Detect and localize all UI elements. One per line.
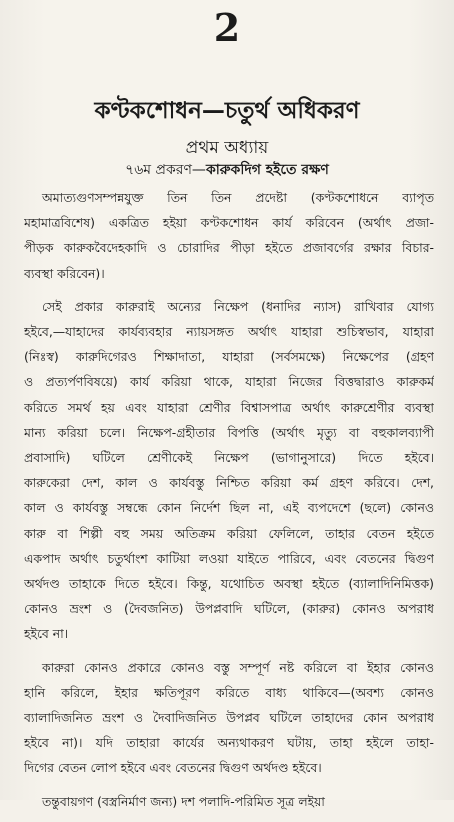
text-line: অমাত্যগুণসম্পন্নযুক্ত তিন তিন প্রদেষ্টা (কণ্টকশোধনে ব্যাপৃত — [42, 190, 434, 205]
text-line: প্রবাসাদি) ঘটিলে শ্রেণীকেই নিক্ষেপ (ভাগানুসারে) দিতে হইবে। — [24, 450, 434, 466]
text-line: হানি করিলে, ইহার ক্ষতিপূরণ করিতে বাধ্য থাকিবে—(অবশ্য কোনও — [24, 684, 434, 700]
text-line: দিগের বেতন লোপ হইবে এবং বেতনের দ্বিগুণ অর্থদণ্ড হইবে। — [24, 760, 322, 776]
paragraph — [24, 655, 434, 781]
text-line: একপাদ অর্থাৎ চতুর্থাংশ কাটিয়া লওয়া যাইতে পারিবে, এবং বেতনের দ্বিগুণ — [24, 550, 434, 566]
text-line: (নিঃস্ব) কারুদিগেরও শিক্ষাদাতা, যাহারা (সর্বসমক্ষে) নিক্ষেপের (গ্রহণ — [24, 349, 434, 365]
section-heading — [0, 160, 454, 180]
text-line: অর্থদণ্ড তাহাকে দিতে হইবে। কিন্তু, যথোচিত অবস্থা হইতে (ব্যালাদিনিমিত্তক) — [24, 576, 434, 592]
text-line: করিতে সমর্থ হয় এবং যাহারা শ্রেণীর বিশ্বাসপাত্র অর্থাৎ কারুশ্রেণীর ব্যবস্থা — [24, 399, 434, 415]
body-text — [24, 185, 434, 822]
text-line: কারুরা কোনও প্রকারে কোনও বস্তু সম্পূর্ণ নষ্ট করিলে বা ইহার কোনও — [42, 659, 434, 675]
text-line: মান্য করিয়া চলে। নিক্ষেপ-গ্রহীতার বিপত্তি (অর্থাৎ মৃত্যু বা বহুকালব্যাপী — [24, 424, 434, 440]
text-line: ব্যালাদিজনিত ভ্রংশ ও দৈবাদিজনিত উপপ্লব ঘটিলে তাহাদের কোন অপরাধ — [24, 710, 434, 726]
text-line: হইবে না। — [24, 626, 69, 642]
chapter-subtitle: প্রথম অধ্যায় — [185, 138, 269, 158]
text-line: মহামাত্রবিশেষ) একত্রিত হইয়া কণ্টকশোধন কার্য করিবেন (অর্থাৎ প্রজা- — [24, 215, 434, 231]
paragraph — [24, 294, 434, 647]
paragraph — [24, 185, 434, 286]
section-heading-prefix: ৭৬ম প্রকরণ— — [125, 162, 206, 178]
text-line: কারুকেরা দেশ, কাল ও কার্যবস্তু নিশ্চিত করিয়া কর্ম গ্রহণ করিবে। দেশ, — [24, 475, 434, 491]
text-line: হইবে,—যাহাদের কার্যব্যবহার ন্যায়সঙ্গত অর্থাৎ যাহারা শুচিস্বভাব, যাহারা — [24, 324, 434, 340]
text-line: কাল ও কার্যবস্তু সম্বন্ধে কোন নির্দেশ ছিল না, এই ব্যপদেশে (ছলে) কোনও — [24, 500, 434, 516]
chapter-title: কণ্টকশোধন—চতুর্থ অধিকরণ — [94, 98, 360, 124]
text-line: তন্তুবায়গণ (বস্ত্রনির্মাণ জন্য) দশ পলাদি-পরিমিত সূত্র লইয়া — [42, 793, 325, 809]
page-number: 2 — [213, 5, 241, 50]
text-line: ব্যবস্থা করিবেন)। — [24, 265, 105, 281]
text-line: ও প্রত্যর্পণবিষয়ে) কার্য করিয়া থাকে, যাহারা নিজের বিত্তদ্বারাও কারুকর্ম — [24, 374, 434, 390]
paragraph — [24, 789, 434, 814]
text-line: হইবে না)। যদি তাহারা কার্যের অন্যথাকরণ ঘটায়, তাহা হইলে তাহা- — [24, 735, 434, 751]
text-line: সেই প্রকার কারুরাই অন্যের নিক্ষেপ (ধনাদির ন্যাস) রাখিবার যোগ্য — [42, 298, 434, 314]
text-line: পীড়ক কারুকবৈদেহকাদি ও চোরাদির পীড়া হইতে প্রজাবর্গের রক্ষার বিচার- — [24, 240, 434, 256]
section-heading-title: কারুকদিগ হইতে রক্ষণ — [205, 162, 329, 178]
text-line: কারু বা শিল্পী বহু সময় অতিক্রম করিয়া ফেলিলে, তাহার বেতন হইতে — [24, 525, 434, 541]
text-line: কোনও ভ্রংশ ও (দৈবজনিত) উপপ্লবাদি ঘটিলে, (কারুর) কোনও অপরাধ — [24, 601, 434, 617]
